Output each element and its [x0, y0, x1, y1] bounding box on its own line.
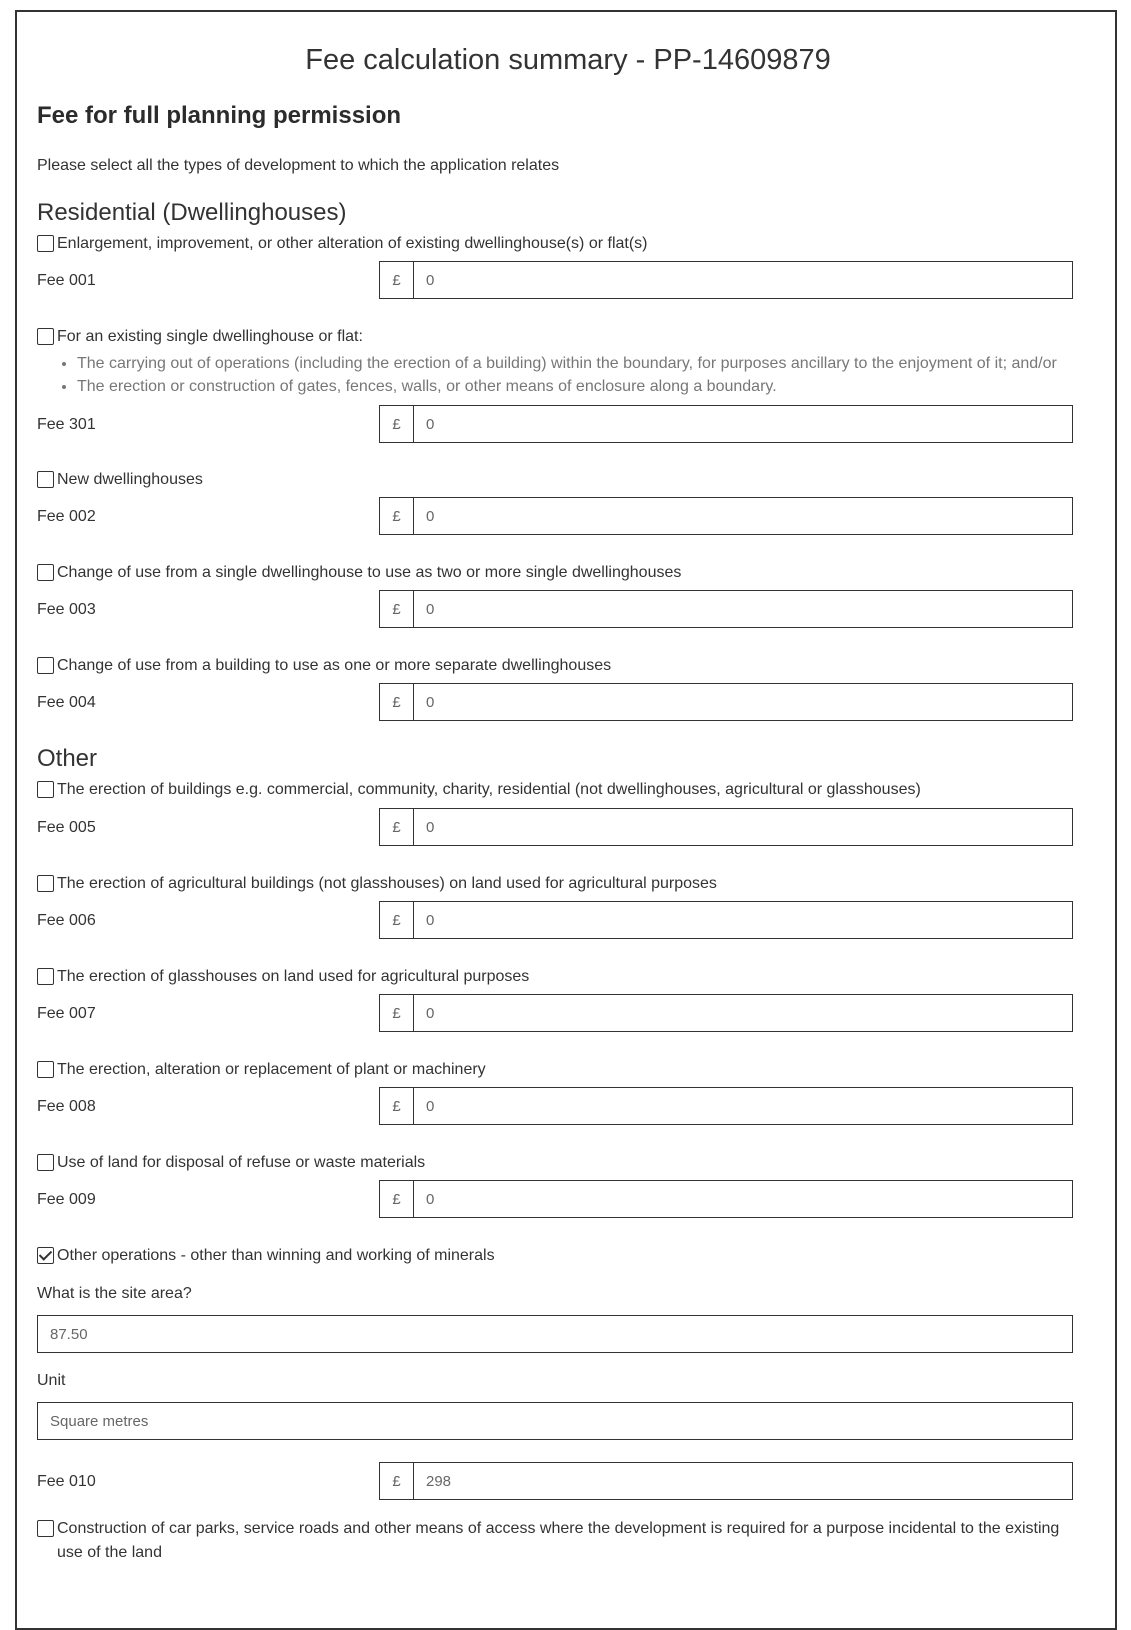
- pound-sign: £: [380, 591, 414, 627]
- pound-sign: £: [380, 995, 414, 1031]
- fee-label: Fee 005: [37, 819, 96, 836]
- checkbox[interactable]: [37, 235, 54, 252]
- checkbox-label: Use of land for disposal of refuse or waste materials: [57, 1154, 426, 1171]
- checkbox-label: Enlargement, improvement, or other alteration of existing dwellinghouse(s) or flat(s): [57, 235, 648, 252]
- checkbox[interactable]: [37, 1154, 54, 1171]
- fee-value[interactable]: 0: [426, 911, 435, 929]
- pound-sign: £: [380, 1088, 414, 1124]
- checkbox-row-plant-machinery[interactable]: [37, 1058, 1099, 1082]
- fee-row-008: [37, 1097, 1099, 1135]
- fee-row-001: [37, 271, 1099, 309]
- bullet-list: [37, 352, 1099, 398]
- checkbox-row-glasshouses[interactable]: [37, 965, 1099, 989]
- pound-sign: £: [380, 498, 414, 534]
- checkbox-row-erection-buildings[interactable]: [37, 778, 1099, 802]
- checkbox-label: New dwellinghouses: [57, 471, 203, 488]
- checkbox-row-change-use-building[interactable]: [37, 654, 1099, 678]
- checkbox-label: The erection of buildings e.g. commercial, community, charity, residential (not dwellinghouses, agricultural or glasshouses): [57, 781, 921, 798]
- intro-text: Please select all the types of development to which the application relates: [37, 157, 560, 174]
- checkbox-row-change-use-single[interactable]: [37, 561, 1099, 585]
- fee-row-006: [37, 911, 1099, 949]
- fee-label: Fee 007: [37, 1005, 96, 1022]
- checkbox-checked[interactable]: [37, 1247, 54, 1264]
- fee-007-field[interactable]: [379, 994, 1073, 1032]
- fee-row-010: [37, 1472, 1099, 1510]
- checkbox[interactable]: [37, 328, 54, 345]
- checkbox[interactable]: [37, 968, 54, 985]
- checkbox-row-enlargement[interactable]: [37, 232, 1099, 256]
- checkbox[interactable]: [37, 1520, 54, 1537]
- section-heading: Fee for full planning permission: [37, 102, 402, 129]
- checkbox-label: For an existing single dwellinghouse or flat:: [57, 328, 363, 345]
- fee-label: Fee 301: [37, 416, 96, 433]
- other-heading: Other: [37, 745, 98, 772]
- checkbox-row-existing-single[interactable]: [37, 325, 1099, 349]
- site-area-label: What is the site area?: [37, 1285, 192, 1302]
- list-item: • The carrying out of operations (including the erection of a building) within the boundary, for purposes ancillary to the enjoyment of it; and/or: [77, 352, 1099, 375]
- unit-label: Unit: [37, 1372, 66, 1389]
- checkbox[interactable]: [37, 657, 54, 674]
- checkbox[interactable]: [37, 1061, 54, 1078]
- fee-row-002: [37, 507, 1099, 545]
- fee-label: Fee 009: [37, 1191, 96, 1208]
- fee-002-field[interactable]: [379, 497, 1073, 535]
- form-frame: [15, 10, 1117, 1630]
- fee-label: Fee 001: [37, 272, 96, 289]
- checkbox-label: Construction of car parks, service roads and other means of access where the development is required for a purpose incidental to the existing use of the land: [57, 1520, 1060, 1561]
- checkbox-row-refuse[interactable]: [37, 1151, 1099, 1175]
- fee-301-field[interactable]: [379, 405, 1073, 443]
- fee-row-009: [37, 1190, 1099, 1228]
- residential-heading: Residential (Dwellinghouses): [37, 199, 347, 226]
- fee-010-field[interactable]: [379, 1462, 1073, 1500]
- fee-value[interactable]: 0: [426, 1004, 435, 1022]
- form-content: [37, 12, 1099, 1565]
- unit-field[interactable]: Square metres: [37, 1402, 1073, 1440]
- fee-label: Fee 006: [37, 912, 96, 929]
- checkbox[interactable]: [37, 564, 54, 581]
- pound-sign: £: [380, 1181, 414, 1217]
- checkbox[interactable]: [37, 875, 54, 892]
- fee-label: Fee 008: [37, 1098, 96, 1115]
- fee-value[interactable]: 298: [426, 1472, 452, 1490]
- fee-row-007: [37, 1004, 1099, 1042]
- fee-row-301: [37, 415, 1099, 453]
- fee-001-field[interactable]: [379, 261, 1073, 299]
- pound-sign: £: [380, 902, 414, 938]
- checkbox-row-new-dwellinghouses[interactable]: [37, 468, 1099, 492]
- fee-row-004: [37, 693, 1099, 731]
- checkbox-label: The erection of glasshouses on land used for agricultural purposes: [57, 968, 530, 985]
- checkbox-label: Other operations - other than winning and working of minerals: [57, 1247, 495, 1264]
- pound-sign: £: [380, 1463, 414, 1499]
- fee-004-field[interactable]: [379, 683, 1073, 721]
- fee-value[interactable]: 0: [426, 1190, 435, 1208]
- fee-label: Fee 004: [37, 694, 96, 711]
- fee-009-field[interactable]: [379, 1180, 1073, 1218]
- list-item: • The erection or construction of gates, fences, walls, or other means of enclosure along a boundary.: [77, 375, 1099, 398]
- checkbox-label: The erection of agricultural buildings (not glasshouses) on land used for agricultural purposes: [57, 875, 717, 892]
- fee-label: Fee 002: [37, 508, 96, 525]
- fee-008-field[interactable]: [379, 1087, 1073, 1125]
- checkbox-row-other-operations[interactable]: [37, 1244, 1099, 1268]
- fee-value[interactable]: 0: [426, 507, 435, 525]
- fee-label: Fee 003: [37, 601, 96, 618]
- fee-003-field[interactable]: [379, 590, 1073, 628]
- checkbox-label: Change of use from a building to use as one or more separate dwellinghouses: [57, 657, 612, 674]
- fee-value[interactable]: 0: [426, 271, 435, 289]
- fee-value[interactable]: 0: [426, 415, 435, 433]
- pound-sign: £: [380, 406, 414, 442]
- fee-label: Fee 010: [37, 1473, 96, 1490]
- fee-value[interactable]: 0: [426, 1097, 435, 1115]
- pound-sign: £: [380, 684, 414, 720]
- page-title: Fee calculation summary - PP-14609879: [305, 44, 831, 76]
- fee-row-005: [37, 818, 1099, 856]
- checkbox[interactable]: [37, 781, 54, 798]
- fee-value[interactable]: 0: [426, 693, 435, 711]
- fee-006-field[interactable]: [379, 901, 1073, 939]
- fee-row-003: [37, 600, 1099, 638]
- checkbox-label: The erection, alteration or replacement of plant or machinery: [57, 1061, 486, 1078]
- fee-value[interactable]: 0: [426, 600, 435, 618]
- checkbox-row-car-parks[interactable]: [37, 1517, 1073, 1565]
- pound-sign: £: [380, 262, 414, 298]
- pound-sign: £: [380, 809, 414, 845]
- site-area-field[interactable]: 87.50: [37, 1315, 1073, 1353]
- fee-value[interactable]: 0: [426, 818, 435, 836]
- checkbox-row-agricultural[interactable]: [37, 872, 1099, 896]
- fee-005-field[interactable]: [379, 808, 1073, 846]
- checkbox[interactable]: [37, 471, 54, 488]
- checkbox-label: Change of use from a single dwellinghouse to use as two or more single dwellinghouses: [57, 564, 682, 581]
